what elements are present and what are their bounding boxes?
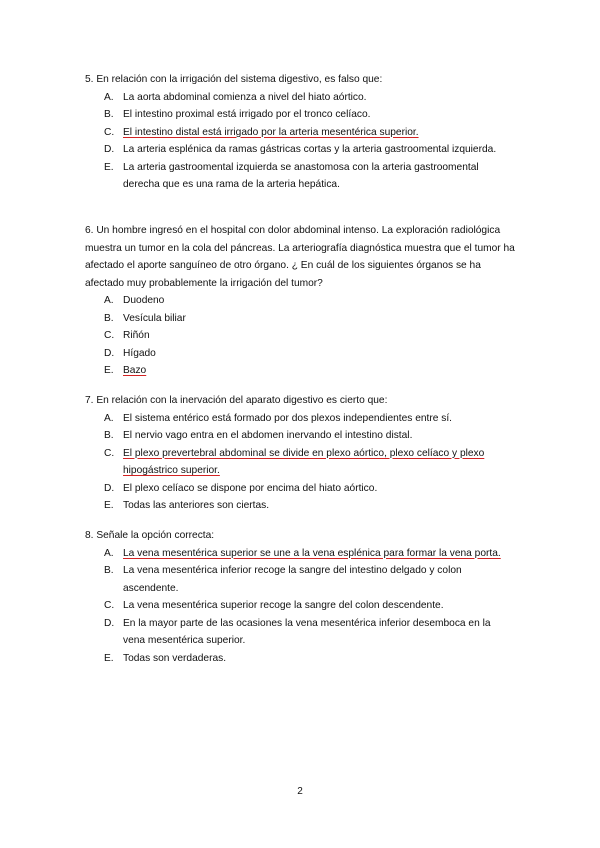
option-text: Duodeno (123, 295, 165, 306)
option-text: Bazo (123, 365, 147, 376)
question-stem: 7. En relación con la inervación del aparato digestivo es cierto que: (85, 395, 388, 406)
option-text: El nervio vago entra en el abdomen inervando el intestino distal. (123, 430, 413, 441)
option-letter: D. (104, 617, 115, 629)
option-c-marked-answer (85, 445, 515, 480)
options-list (85, 545, 515, 668)
option-e (85, 159, 515, 194)
option-d (85, 141, 515, 159)
option-letter: E. (104, 652, 114, 664)
option-a (85, 89, 515, 107)
option-letter: A. (104, 412, 114, 424)
option-letter: C. (104, 447, 115, 459)
question-6 (85, 222, 515, 380)
option-b (85, 106, 515, 124)
option-e-marked-answer (85, 362, 515, 380)
option-d (85, 480, 515, 498)
question-stem: 6. Un hombre ingresó en el hospital con dolor abdominal intenso. La exploración radiológica muestra un tumor en la cola del páncreas. La arteriografía diagnóstica muestra que el tumor ha afectado el aporte sanguíneo de otro órgano. ¿ En cuál de los siguientes órganos se ha afectado muy probablemente la irrigación del tumor? (85, 225, 515, 289)
question-8 (85, 527, 515, 667)
options-list (85, 89, 515, 194)
option-d (85, 615, 515, 650)
option-text: En la mayor parte de las ocasiones la vena mesentérica inferior desemboca en la vena mesentérica superior. (123, 617, 491, 646)
option-letter: C. (104, 600, 115, 611)
question-stem: 5. En relación con la irrigación del sistema digestivo, es falso que: (85, 74, 383, 85)
options-list (85, 410, 515, 515)
option-b (85, 310, 515, 328)
option-text: La arteria esplénica da ramas gástricas cortas y la arteria gastroomental izquierda. (123, 144, 497, 155)
option-text: El plexo prevertebral abdominal se divide en plexo aórtico, plexo celíaco y plexo hipogástrico superior. (123, 447, 485, 476)
option-letter: C. (104, 126, 115, 138)
option-text: La aorta abdominal comienza a nivel del hiato aórtico. (123, 91, 367, 103)
option-text: La arteria gastroomental izquierda se anastomosa con la arteria gastroomental derecha que es una rama de la arteria hepática. (123, 161, 479, 190)
options-list (85, 292, 515, 380)
option-text: La vena mesentérica superior recoge la sangre del colon descendente. (123, 600, 444, 611)
option-text: El intestino proximal está irrigado por el tronco celíaco. (123, 109, 371, 120)
option-text: La vena mesentérica inferior recoge la sangre del intestino delgado y colon ascendente. (123, 565, 462, 594)
option-text: Riñón (123, 330, 150, 341)
option-letter: A. (104, 91, 114, 103)
option-c-marked-answer (85, 124, 515, 142)
option-letter: A. (104, 547, 114, 559)
option-c (85, 327, 515, 345)
option-a (85, 410, 515, 428)
option-letter: D. (104, 347, 115, 359)
option-letter: E. (104, 500, 114, 511)
option-text: Todas las anteriores son ciertas. (123, 500, 270, 511)
option-letter: D. (104, 482, 115, 494)
option-d (85, 345, 515, 363)
option-letter: B. (104, 312, 114, 324)
option-letter: D. (104, 144, 115, 155)
option-text: Vesícula biliar (123, 312, 186, 324)
option-text: Hígado (123, 347, 156, 359)
option-text: El sistema entérico está formado por dos plexos independientes entre sí. (123, 412, 453, 424)
option-text: El plexo celíaco se dispone por encima del hiato aórtico. (123, 482, 378, 494)
option-letter: E. (104, 365, 114, 376)
option-letter: B. (104, 430, 114, 441)
option-letter: A. (104, 295, 114, 306)
option-text: El intestino distal está irrigado por la arteria mesentérica superior. (123, 126, 419, 138)
option-b (85, 427, 515, 445)
option-letter: E. (104, 161, 114, 173)
option-a (85, 292, 515, 310)
option-letter: B. (104, 565, 114, 576)
option-text: La vena mesentérica superior se une a la vena esplénica para formar la vena porta. (123, 547, 501, 559)
option-c (85, 597, 515, 615)
question-7 (85, 392, 515, 515)
option-text: Todas son verdaderas. (123, 652, 227, 664)
option-b (85, 562, 515, 597)
option-e (85, 650, 515, 668)
option-letter: B. (104, 109, 114, 120)
question-stem: 8. Señale la opción correcta: (85, 530, 215, 541)
page-number: 2 (297, 786, 303, 797)
option-letter: C. (104, 330, 115, 341)
option-e (85, 497, 515, 515)
option-a-marked-answer (85, 545, 515, 563)
question-5 (85, 71, 515, 194)
